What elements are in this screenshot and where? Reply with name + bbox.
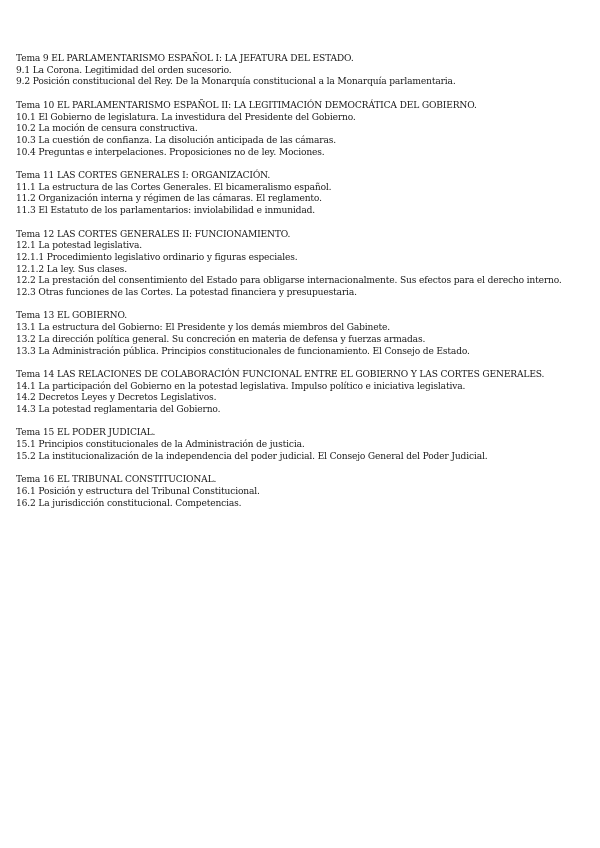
tema-item: 15.1 Principios constitucionales de la Administración de justicia. — [16, 440, 305, 451]
tema-item: 10.4 Preguntas e interpelaciones. Proposiciones no de ley. Mociones. — [16, 147, 325, 158]
tema-item: 9.1 La Corona. Legitimidad del orden sucesorio. — [16, 65, 232, 76]
tema-item: 12.3 Otras funciones de las Cortes. La potestad financiera y presupuestaria. — [16, 288, 357, 299]
tema-title: Tema 15 EL PODER JUDICIAL. — [16, 428, 156, 439]
tema-title: Tema 14 LAS RELACIONES DE COLABORACIÓN FUNCIONAL ENTRE EL GOBIERNO Y LAS CORTES GENERALES. — [16, 369, 545, 380]
tema-16-section — [16, 475, 586, 510]
tema-13-section — [16, 311, 586, 358]
tema-title: Tema 13 EL GOBIERNO. — [16, 311, 127, 322]
tema-item: 9.2 Posición constitucional del Rey. De la Monarquía constitucional a la Monarquía parlamentaria. — [16, 77, 456, 88]
tema-item: 13.2 La dirección política general. Su concreción en materia de defensa y fuerzas armadas. — [16, 334, 426, 345]
tema-10-section — [16, 101, 586, 160]
tema-title: Tema 10 EL PARLAMENTARISMO ESPAÑOL II: LA LEGITIMACIÓN DEMOCRÁTICA DEL GOBIERNO. — [16, 100, 477, 111]
tema-item: 14.2 Decretos Leyes y Decretos Legislativos. — [16, 393, 217, 404]
tema-title: Tema 9 EL PARLAMENTARISMO ESPAÑOL I: LA JEFATURA DEL ESTADO. — [16, 54, 354, 64]
tema-item: 10.3 La cuestión de confianza. La disolución anticipada de las cámaras. — [16, 135, 336, 146]
tema-12-section — [16, 230, 586, 300]
tema-item: 13.1 La estructura del Gobierno: El Presidente y los demás miembros del Gabinete. — [16, 323, 390, 334]
tema-title: Tema 11 LAS CORTES GENERALES I: ORGANIZACIÓN. — [16, 171, 271, 181]
tema-item: 10.1 El Gobierno de legislatura. La investidura del Presidente del Gobierno. — [16, 112, 356, 123]
tema-14-section — [16, 370, 586, 417]
tema-item: 11.1 La estructura de las Cortes Generales. El bicameralismo español. — [16, 182, 332, 193]
tema-title: Tema 16 EL TRIBUNAL CONSTITUCIONAL. — [16, 475, 217, 486]
tema-item: 14.1 La participación del Gobierno en la potestad legislativa. Impulso político e iniciativa legislativa. — [16, 381, 466, 392]
tema-item: 13.3 La Administración pública. Principios constitucionales de funcionamiento. El Consejo de Estado. — [16, 346, 470, 357]
tema-title: Tema 12 LAS CORTES GENERALES II: FUNCIONAMIENTO. — [16, 229, 291, 240]
tema-item: 12.1 La potestad legislativa. — [16, 241, 142, 252]
tema-item: 16.2 La jurisdicción constitucional. Competencias. — [16, 498, 242, 509]
tema-item: 16.1 Posición y estructura del Tribunal Constitucional. — [16, 486, 260, 497]
tema-item: 14.3 La potestad reglamentaria del Gobierno. — [16, 405, 221, 416]
tema-item: 12.2 La prestación del consentimiento del Estado para obligarse internacionalmente. Sus efectos para el derecho interno. — [16, 276, 562, 287]
tema-item: 15.2 La institucionalización de la independencia del poder judicial. El Consejo General del Poder Judicial. — [16, 451, 488, 462]
tema-item: 12.1.1 Procedimiento legislativo ordinario y figuras especiales. — [16, 252, 298, 263]
tema-9-section — [16, 54, 586, 89]
tema-11-section — [16, 171, 586, 218]
tema-item: 11.2 Organización interna y régimen de las cámaras. El reglamento. — [16, 194, 322, 205]
syllabus-document — [16, 54, 586, 522]
tema-item: 12.1.2 La ley. Sus clases. — [16, 264, 127, 275]
tema-item: 11.3 El Estatuto de los parlamentarios: inviolabilidad e inmunidad. — [16, 206, 316, 217]
tema-15-section — [16, 428, 586, 463]
tema-item: 10.2 La moción de censura constructiva. — [16, 124, 198, 135]
